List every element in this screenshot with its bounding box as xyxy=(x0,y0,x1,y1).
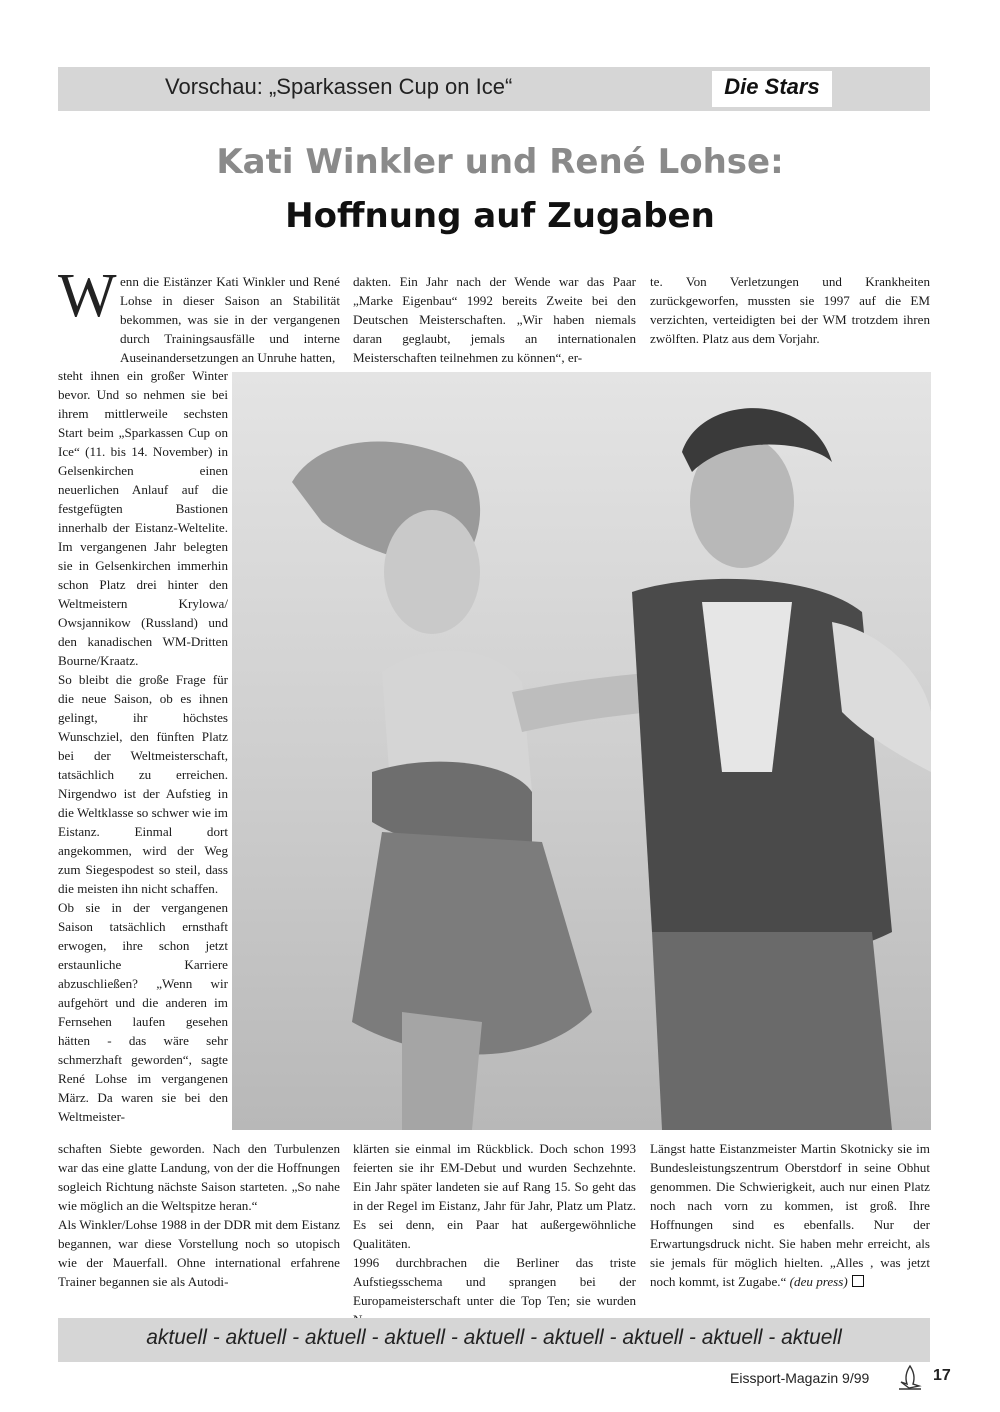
magazine-issue: Eissport-Magazin 9/99 xyxy=(730,1370,870,1386)
skating-photo xyxy=(232,372,931,1130)
footer-band-text: aktuell - aktuell - aktuell - aktuell - aktuell - aktuell - aktuell - aktuell - aktuell xyxy=(146,1326,842,1349)
paragraph xyxy=(650,1139,930,1291)
page-number: 17 xyxy=(933,1367,951,1384)
paragraph: steht ihnen ein großer Winter bevor. Und so nehmen sie bei ihrem mittlerweile sechsten Start beim „Sparkassen Cup on Ice“ (11. bis 14. November) in Gelsenkirchen einen neuerlichen Anlauf auf die festgefügten Bastionen innerhalb der Eistanz-Weltelite. Im vergangenen Jahr belegten sie in Gelsenkirchen immerhin schon Platz drei hinter den Weltmeistern Krylowa/ Owsjannikow (Russland) und den kanadischen WM-Dritten Bourne/Kraatz. xyxy=(58,368,228,668)
headline-line-2: Hoffnung auf Zugaben xyxy=(285,196,715,236)
section-title: Vorschau: „Sparkassen Cup on Ice“ xyxy=(165,74,513,99)
headline-line-1: Kati Winkler und René Lohse: xyxy=(216,142,784,182)
credit: (deu press) xyxy=(789,1274,848,1289)
column-1-bottom xyxy=(58,1139,340,1291)
column-2-top xyxy=(353,272,636,367)
column-2-bottom xyxy=(353,1139,636,1329)
paragraph: Ob sie in der vergangenen Saison tatsächlich ernsthaft erwogen, ihre schon jetzt erstaunliche Karriere abzuschließen? „Wenn wir aufgehört und die anderen im Fernsehen laufen gesehen hätten - das wäre sehr schmerzhaft geworden“, sagte René Lohse im vergangenen März. Da waren sie bei den Weltmeister- xyxy=(58,900,228,1124)
paragraph: enn die Eistänzer Kati Winkler und René Lohse in dieser Saison an Stabilität bekommen, was sie in der vergangenen durch Trainingsausfälle und interne Auseinandersetzungen an Unruhe hatten, xyxy=(120,274,340,365)
paragraph: dakten. Ein Jahr nach der Wende war das Paar „Marke Eigenbau“ 1992 bereits Zweite bei den Deutschen Meisterschaften. „Wir haben niemals daran geglaubt, jemals an internationalen Meisterschaften teilnehmen zu können“, er- xyxy=(353,274,636,365)
paragraph: So bleibt die große Frage für die neue Saison, ob es ihnen gelingt, ihr höchstes Wunschziel, den fünften Platz bei der Weltmeisterschaft, tatsächlich zu erreichen. Nirgendwo ist der Aufstieg in die Weltklasse so schwer wie im Eistanz. Einmal dort angekommen, wird der Weg zum Siegespodest so steil, dass die meisten ihn nicht schaffen. xyxy=(58,672,228,896)
column-1-intro xyxy=(120,272,340,367)
ice-dancers-image xyxy=(232,372,931,1130)
section-tag: Die Stars xyxy=(724,74,820,99)
closing-text: Längst hatte Eistanzmeister Martin Skotnicky sie im Bundesleistungszentrum Oberstdorf in seine Obhut genommen. Die Schwierigkeit, auch nur einen Platz noch nach vorn zu kommen, ist groß. Ihre Hoffnungen sind es ebenfalls. Nur der Erwartungsdruck nicht. Sie haben mehr erreicht, als sie jemals für möglich hielten. „Alles , was jetzt noch kommt, ist Zugabe.“ xyxy=(650,1141,930,1289)
paragraph: Als Winkler/Lohse 1988 in der DDR mit dem Eistanz begannen, war diese Vorstellung noch so utopisch wie der Mauerfall. Ohne international erfahrene Trainer begannen sie als Autodi- xyxy=(58,1217,340,1289)
column-1-narrow xyxy=(58,366,228,1126)
column-3-top xyxy=(650,272,930,348)
magazine-logo-icon xyxy=(897,1364,923,1392)
drop-cap: W xyxy=(58,262,117,330)
paragraph: te. Von Verletzungen und Krankheiten zurückgeworfen, mussten sie 1997 auf die EM verzichten, verteidigten bei der WM trotzdem ihren zwölften. Platz aus dem Vorjahr. xyxy=(650,274,930,346)
paragraph: schaften Siebte geworden. Nach den Turbulenzen war das eine glatte Landung, von der die Hoffnungen sogleich Richtung nächste Saison starteten. „So nahe wie möglich an die Weltspitze heran.“ xyxy=(58,1141,340,1213)
paragraph: 1996 durchbrachen die Berliner das triste Aufstiegsschema und sprangen bei der Europameisterschaft unter die Top Ten; sie wurden xyxy=(353,1255,636,1308)
end-mark-icon xyxy=(852,1275,864,1287)
paragraph: klärten sie einmal im Rückblick. Doch schon 1993 feierten sie ihr EM-Debut und wurden Sechzehnte. Ein Jahr später landeten sie auf Rang 15. So geht das in der Regel im Eistanz, Jahr für Jahr, Platz um Platz. Es sei denn, ein Paar hat außergewöhnliche Qualitäten. xyxy=(353,1141,636,1251)
column-3-bottom xyxy=(650,1139,930,1291)
